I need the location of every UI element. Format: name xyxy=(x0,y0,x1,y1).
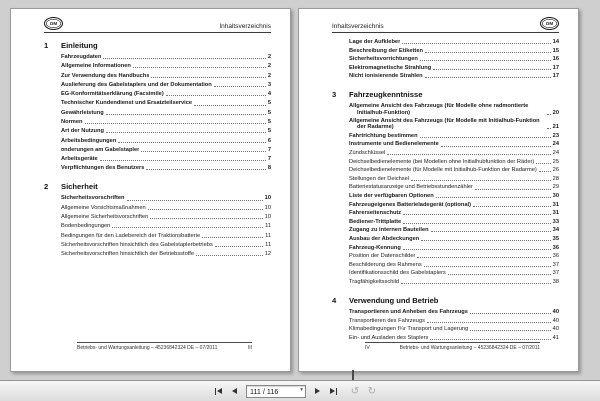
toc-entry-page-number: 40 xyxy=(552,309,559,316)
dotted-leader xyxy=(166,95,266,96)
toc-entry-label: Normen xyxy=(61,118,83,125)
toc-entry-page-number: 26 xyxy=(552,167,559,174)
toc-entry-page-number: 36 xyxy=(552,253,559,260)
toc-entry-label: Stellungen der Deichsel xyxy=(349,175,410,182)
toc-entry-page-number: 2 xyxy=(267,63,271,70)
toc-entry-label: Beschreibung der Etiketten xyxy=(349,47,423,54)
dotted-leader xyxy=(441,146,551,147)
toc-entry[interactable] xyxy=(61,205,271,211)
toc-entry[interactable] xyxy=(349,65,559,71)
toc-entry-label: Ein- und Ausladen des Staplers xyxy=(349,334,429,341)
dotted-leader xyxy=(402,43,550,44)
footer-page-number: IV xyxy=(365,345,370,351)
toc-entry-page-number: 11 xyxy=(265,223,271,230)
toc-entry-label: Allgemeine Ansicht des Fahrzeugs (für Modelle mit Initialhub-Funktion der Radarme) xyxy=(349,118,540,131)
toc-entry[interactable] xyxy=(349,141,559,147)
footer-manual-ref: Betriebs- und Wartungsanleitung – 45236842324 DE – 07/2011 xyxy=(77,345,218,351)
dotted-leader xyxy=(448,274,551,275)
dotted-leader xyxy=(425,77,551,78)
toc-entry-label: Lage der Aufkleber xyxy=(349,39,401,45)
section-number: 3 xyxy=(332,90,337,100)
section-heading xyxy=(44,41,271,50)
section-heading xyxy=(332,90,559,99)
toc-right-column xyxy=(332,39,559,341)
toc-entry-page-number: 5 xyxy=(267,109,271,116)
toc-entry-label: Fahrzeug-Kennung xyxy=(349,244,401,251)
toc-entry-page-number: 29 xyxy=(552,184,559,191)
toc-entry-label: Batteriestatusanzeige und Betriebsstundenzähler xyxy=(349,184,473,191)
pdf-page-right xyxy=(298,8,579,372)
toc-entry[interactable] xyxy=(61,223,271,229)
toc-entry[interactable] xyxy=(349,184,559,190)
toc-entry-label: Transportieren des Fahrzeugs xyxy=(349,317,425,324)
brand-logo: OM xyxy=(44,17,63,30)
dotted-leader xyxy=(420,60,551,61)
toc-entry[interactable] xyxy=(349,219,559,225)
toc-entry[interactable] xyxy=(349,118,559,130)
toc-entry-page-number: 37 xyxy=(552,270,559,277)
toc-entry[interactable] xyxy=(61,73,271,79)
toc-entry-label: Gewährleistung xyxy=(61,109,104,116)
section-heading xyxy=(44,182,271,191)
footer-page-number: III xyxy=(247,345,252,351)
toc-entry-page-number: 6 xyxy=(267,137,271,144)
dotted-leader xyxy=(433,69,551,70)
toc-entry-label: Technischer Kundendienst und Ersatzteilservice xyxy=(61,100,193,107)
page-footer xyxy=(365,342,540,351)
toc-entry-label: Klimabedingungen f¼r Transport und Lagerung xyxy=(349,326,469,333)
dotted-leader xyxy=(417,257,550,258)
toc-entry-label: Arbeitsgeräte xyxy=(61,156,98,163)
toc-entry-page-number: 2 xyxy=(267,72,271,79)
toc-entry[interactable] xyxy=(349,210,559,216)
toc-entry-page-number: 31 xyxy=(552,201,559,208)
dotted-leader xyxy=(100,160,266,161)
toc-entry-label: Elektromagnetische Strahlung xyxy=(349,64,432,71)
toc-entry-label: Sicherheitsvorschriften hinsichtlich des Gabelstaplerbetriebs xyxy=(61,241,213,248)
dotted-leader xyxy=(103,58,265,59)
toc-entry[interactable] xyxy=(61,128,271,134)
section-title: Sicherheit xyxy=(61,182,98,192)
toc-entry[interactable] xyxy=(61,214,271,220)
page-indicator-value: 111 / 116 xyxy=(250,386,279,396)
dotted-leader xyxy=(403,223,551,224)
toc-entry-label: Deichselbedienelemente (bei Modellen ohne Initialhubfunktion der Räder) xyxy=(349,158,535,165)
toc-entry-page-number: 10 xyxy=(264,214,271,221)
toc-entry[interactable] xyxy=(61,54,271,60)
navigation-toolbar xyxy=(0,380,600,401)
section-title: Einleitung xyxy=(61,41,98,50)
toc-entry-page-number: 38 xyxy=(552,278,559,285)
dotted-leader xyxy=(127,200,263,201)
toc-entry[interactable] xyxy=(61,251,271,257)
toc-entry[interactable] xyxy=(349,202,559,208)
toc-entry[interactable] xyxy=(61,195,271,201)
toc-entry-page-number: 37 xyxy=(552,261,559,268)
toc-entry[interactable] xyxy=(349,193,559,199)
toc-entry[interactable] xyxy=(61,242,271,248)
toc-entry[interactable] xyxy=(349,270,559,276)
dotted-leader xyxy=(112,227,263,228)
toc-entry-label: Liste der verfügbaren Optionen xyxy=(349,193,434,199)
toc-entry-label: Sicherheitsvorrichtungen xyxy=(349,56,418,63)
toc-entry[interactable] xyxy=(61,91,271,97)
dotted-leader xyxy=(536,163,550,164)
section-number: 1 xyxy=(44,41,49,50)
toc-entry[interactable] xyxy=(61,233,271,239)
dotted-leader xyxy=(214,86,266,87)
previous-page-button[interactable] xyxy=(228,384,241,398)
toc-entry[interactable] xyxy=(349,159,559,165)
toc-entry[interactable] xyxy=(349,150,559,156)
toc-entry-page-number: 34 xyxy=(552,227,559,234)
toc-entry-label: ¤nderungen am Gabelstapler xyxy=(61,146,140,153)
dotted-leader xyxy=(411,180,551,181)
toc-entry[interactable] xyxy=(349,236,559,242)
toc-entry[interactable] xyxy=(61,82,271,88)
toc-entry-label: Verpflichtungen des Benutzers xyxy=(61,165,145,172)
section-number: 4 xyxy=(332,296,337,306)
page-number-field[interactable] xyxy=(246,385,306,398)
dotted-leader xyxy=(202,237,263,238)
next-view-icon: ↻ xyxy=(367,385,377,397)
toc-entry-page-number: 5 xyxy=(267,100,271,107)
toc-entry-label: Zur Verwendung des Handbuchs xyxy=(61,72,150,79)
toc-entry-label: Zündschlüssel xyxy=(349,150,386,157)
section-heading xyxy=(332,296,559,305)
next-page-icon xyxy=(315,388,320,394)
last-page-icon xyxy=(330,388,335,394)
page-header xyxy=(44,15,271,33)
toc-entry-page-number: 28 xyxy=(552,175,559,182)
toc-entry[interactable] xyxy=(349,39,559,45)
toc-entry-page-number: 41 xyxy=(552,334,559,341)
toc-entry-label: Arbeitsbedingungen xyxy=(61,137,117,144)
toc-entry-page-number: 40 xyxy=(552,326,559,333)
toc-entry-label: Fahrerseitenschutz xyxy=(349,210,402,217)
toc-entry[interactable] xyxy=(349,167,559,173)
previous-view-icon: ↺ xyxy=(350,385,360,397)
toc-entry-label: Identifikationsschild des Gabelstaplers xyxy=(349,270,446,277)
dotted-leader xyxy=(475,189,551,190)
dotted-leader xyxy=(473,206,551,207)
toc-entry-page-number: 8 xyxy=(267,165,271,172)
toc-entry-label: Allgemeine Vorsichtsmaßnahmen xyxy=(61,204,146,211)
section-title: Fahrzeugkenntnisse xyxy=(349,90,423,100)
dotted-leader xyxy=(151,77,265,78)
toc-entry[interactable] xyxy=(349,245,559,251)
toc-entry[interactable] xyxy=(61,156,271,162)
toc-entry-page-number: 11 xyxy=(265,232,271,239)
footer-manual-ref: Betriebs- und Wartungsanleitung – 45236842324 DE – 07/2011 xyxy=(399,345,540,351)
dotted-leader xyxy=(106,132,266,133)
dotted-leader xyxy=(420,137,551,138)
dotted-leader xyxy=(403,249,551,250)
toc-entry-label: Auslieferung des Gabelstaplers und der Dokumentation xyxy=(61,81,212,88)
toc-entry-page-number: 17 xyxy=(552,64,559,71)
toc-entry-page-number: 36 xyxy=(552,244,559,251)
toc-entry[interactable] xyxy=(61,138,271,144)
toc-entry-page-number: 3 xyxy=(267,81,271,88)
first-page-icon xyxy=(215,388,217,395)
dotted-leader xyxy=(430,339,550,340)
toc-entry[interactable] xyxy=(349,133,559,139)
toc-entry[interactable] xyxy=(349,279,559,285)
dotted-leader xyxy=(421,240,550,241)
dotted-leader xyxy=(427,322,551,323)
toc-entry[interactable] xyxy=(349,253,559,259)
toc-entry-label: Fahrzeugdaten xyxy=(61,54,102,60)
toc-entry-page-number: 20 xyxy=(552,109,559,116)
dotted-leader xyxy=(106,114,266,115)
toc-entry-page-number: 24 xyxy=(552,150,559,157)
toc-entry-label: Zugang zu internen Bauteilen xyxy=(349,227,429,234)
toc-entry-page-number: 25 xyxy=(552,158,559,165)
brand-logo: OM xyxy=(540,17,559,30)
toc-entry-label: Allgemeine Ansicht des Fahrzeugs (für Modelle ohne radmontierte Initialhub-Funktion) xyxy=(349,103,529,116)
toc-entry-label: Bedingungen für den Ladebereich der Traktionsbatterie xyxy=(61,232,201,239)
toc-entry-page-number: 10 xyxy=(264,195,271,202)
toc-entry[interactable] xyxy=(349,335,559,341)
toc-left-column xyxy=(44,41,271,257)
previous-view-button[interactable] xyxy=(348,384,362,398)
toc-entry-page-number: 31 xyxy=(552,210,559,217)
toc-entry-label: Art der Nutzung xyxy=(61,128,104,135)
toc-entry[interactable] xyxy=(349,309,559,315)
previous-page-icon xyxy=(232,388,237,394)
dotted-leader xyxy=(470,330,550,331)
toc-entry-page-number: 4 xyxy=(267,91,271,98)
dotted-leader xyxy=(424,266,551,267)
dotted-leader xyxy=(148,209,263,210)
first-page-button[interactable] xyxy=(212,384,225,398)
toc-entry-page-number: 2 xyxy=(267,54,271,60)
toc-entry[interactable] xyxy=(61,165,271,171)
toc-entry-page-number: 10 xyxy=(264,204,271,211)
toc-entry-label: EG-Konformitätserklärung (Facsimile) xyxy=(61,91,164,98)
dotted-leader xyxy=(539,171,551,172)
toc-entry-label: Beschilderung des Rahmens xyxy=(349,261,422,268)
toc-entry-page-number: 11 xyxy=(265,241,271,248)
toc-entry-page-number: 21 xyxy=(552,124,559,131)
toc-entry[interactable] xyxy=(61,119,271,125)
section-title: Verwendung und Betrieb xyxy=(349,296,439,306)
dotted-leader xyxy=(436,197,551,198)
toc-entry-page-number: 24 xyxy=(552,141,559,148)
dotted-leader xyxy=(387,154,550,155)
toc-entry-page-number: 33 xyxy=(552,218,559,225)
dotted-leader xyxy=(150,218,262,219)
section-number: 2 xyxy=(44,182,49,192)
toc-entry[interactable] xyxy=(61,110,271,116)
toc-entry-label: Bodenbedingungen xyxy=(61,223,111,230)
toc-entry-label: Sicherheitsvorschriften hinsichtlich der Betriebsstoffe xyxy=(61,251,194,258)
toc-entry-label: Instrumente und Bedienelemente xyxy=(349,141,439,148)
toc-entry-label: Sicherheitsvorschriften xyxy=(61,195,125,202)
dotted-leader xyxy=(470,313,551,314)
dotted-leader xyxy=(146,169,265,170)
toc-entry-page-number: 17 xyxy=(552,73,559,80)
toc-entry[interactable] xyxy=(349,227,559,233)
dotted-leader xyxy=(118,142,266,143)
next-page-button[interactable] xyxy=(311,384,324,398)
dotted-leader xyxy=(547,114,551,115)
toc-entry[interactable] xyxy=(61,147,271,153)
dotted-leader xyxy=(425,52,551,53)
toc-entry-page-number: 7 xyxy=(267,156,271,163)
toc-entry[interactable] xyxy=(349,262,559,268)
dotted-leader xyxy=(547,128,551,129)
next-view-button[interactable] xyxy=(365,384,379,398)
chevron-down-icon[interactable]: ▾ xyxy=(300,387,303,394)
toc-entry-page-number: 5 xyxy=(267,128,271,135)
toc-entry[interactable] xyxy=(61,100,271,106)
toc-entry-label: Allgemeine Informationen xyxy=(61,63,131,70)
dotted-leader xyxy=(431,231,551,232)
toc-entry-label: Allgemeine Sicherheitsvorschriften xyxy=(61,214,149,221)
page-header xyxy=(332,15,559,33)
toc-entry-page-number: 15 xyxy=(552,47,559,54)
toc-entry-label: Fahrzeugeigenes Batterieladegerät (optional) xyxy=(349,201,471,208)
toc-entry[interactable] xyxy=(349,56,559,62)
last-page-button[interactable] xyxy=(327,384,340,398)
toc-entry-page-number: 23 xyxy=(552,132,559,139)
toc-entry[interactable] xyxy=(349,73,559,79)
toc-entry-page-number: 35 xyxy=(552,235,559,242)
toc-entry[interactable] xyxy=(349,103,559,115)
toc-entry-label: Nicht ionisierende Strahlen xyxy=(349,73,423,80)
toc-entry[interactable] xyxy=(61,63,271,69)
header-title: Inhaltsverzeichnis xyxy=(219,23,271,30)
toc-entry-label: Position der Datenschilder xyxy=(349,253,416,260)
toc-entry[interactable] xyxy=(349,318,559,324)
toc-entry-page-number: 40 xyxy=(552,317,559,324)
toc-entry-label: Fahrtrichtung bestimmen xyxy=(349,132,418,139)
toc-entry-label: Ausbau der Abdeckungen xyxy=(349,235,420,242)
toc-entry-page-number: 12 xyxy=(264,251,271,258)
toc-entry[interactable] xyxy=(349,326,559,332)
toc-entry[interactable] xyxy=(349,176,559,182)
toc-entry-label: Tragfähigkeitsschild xyxy=(349,278,400,285)
header-title: Inhaltsverzeichnis xyxy=(332,23,384,30)
dotted-leader xyxy=(196,255,263,256)
toc-entry-page-number: 7 xyxy=(267,146,271,153)
toc-entry-page-number: 14 xyxy=(552,39,559,45)
dotted-leader xyxy=(133,67,266,68)
toc-entry-label: Deichselbedienelemente (für Modelle mit Initialhub-Funktion der Radarme) xyxy=(349,167,537,174)
toc-entry-page-number: 30 xyxy=(552,193,559,199)
dotted-leader xyxy=(403,214,551,215)
dotted-leader xyxy=(194,105,266,106)
toc-entry-label: Transportieren und Anheben des Fahrzeugs xyxy=(349,309,468,316)
dotted-leader xyxy=(215,246,263,247)
toc-entry[interactable] xyxy=(349,48,559,54)
page-footer xyxy=(77,342,252,351)
dotted-leader xyxy=(401,283,551,284)
toc-entry-label: Bediener-Trittplatte xyxy=(349,218,402,225)
dotted-leader xyxy=(85,123,266,124)
toc-entry-page-number: 16 xyxy=(552,56,559,63)
dotted-leader xyxy=(141,151,265,152)
toc-entry-page-number: 5 xyxy=(267,118,271,125)
pdf-page-left xyxy=(10,8,291,372)
